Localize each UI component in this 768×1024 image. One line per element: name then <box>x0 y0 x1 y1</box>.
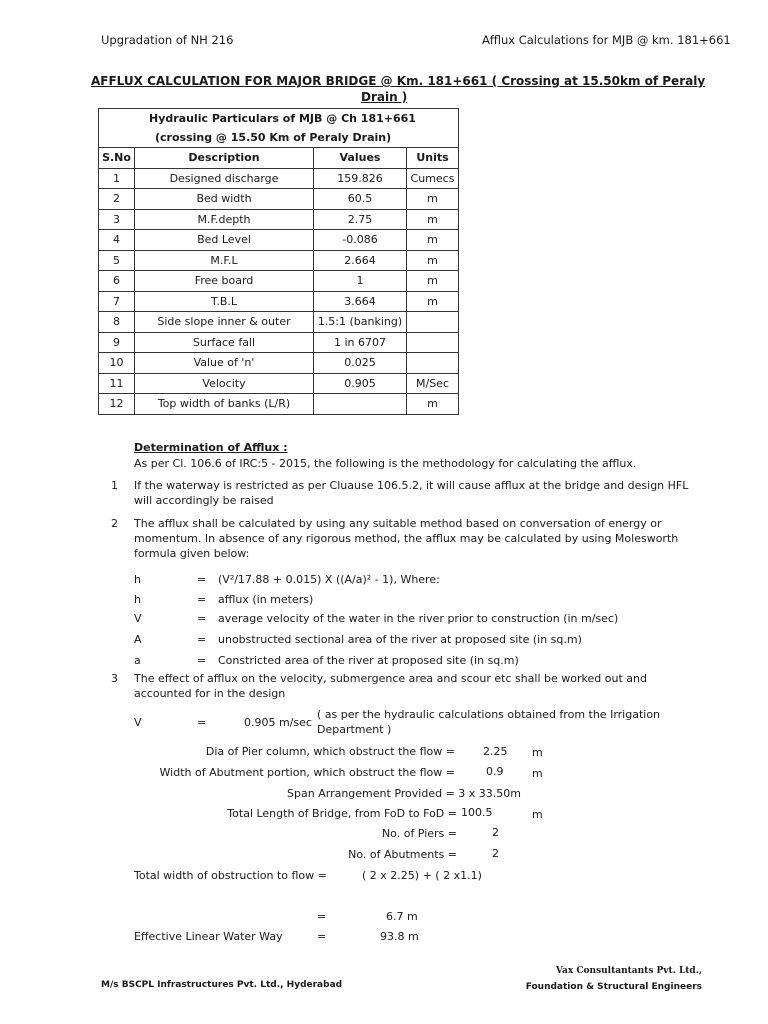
cell-description: Surface fall <box>135 332 314 353</box>
definition-equals: = <box>197 573 207 586</box>
table-row <box>99 271 459 292</box>
cell-sno: 4 <box>99 230 135 251</box>
definition-symbol: a <box>134 654 141 667</box>
pier-dia-label: Dia of Pier column, which obstruct the flow = <box>205 745 455 758</box>
definition-equals: = <box>197 593 207 606</box>
cell-value: 0.025 <box>314 353 407 374</box>
point-1-line2: will accordingly be raised <box>134 494 274 507</box>
cell-sno: 9 <box>99 332 135 353</box>
cell-unit: m <box>407 209 459 230</box>
abutment-width-label: Width of Abutment portion, which obstruct the flow = <box>159 766 455 779</box>
point-2-line1: The afflux shall be calculated by using any suitable method based on conversation of energy or <box>134 517 662 530</box>
cell-value: -0.086 <box>314 230 407 251</box>
point-2-number: 2 <box>111 517 118 530</box>
definition-symbol: h <box>134 593 141 606</box>
afflux-heading: Determination of Afflux : <box>134 441 288 454</box>
cell-value: 159.826 <box>314 168 407 189</box>
table-row <box>99 353 459 374</box>
velocity-note-line2: Department ) <box>317 723 392 736</box>
point-3-line1: The effect of afflux on the velocity, submergence area and scour etc shall be worked out and <box>134 672 647 685</box>
cell-sno: 12 <box>99 394 135 415</box>
cell-sno: 11 <box>99 373 135 394</box>
obstruction-value: 6.7 m <box>386 910 418 923</box>
bridge-length-value: 100.5 <box>461 806 493 819</box>
cell-description: Bed Level <box>135 230 314 251</box>
table-row <box>99 394 459 415</box>
bridge-length-unit: m <box>532 808 543 821</box>
cell-unit: Cumecs <box>407 168 459 189</box>
point-3-line2: accounted for in the design <box>134 687 286 700</box>
abutment-width-value: 0.9 <box>486 765 504 778</box>
footer-left: M/s BSCPL Infrastructures Pvt. Ltd., Hyderabad <box>101 980 343 990</box>
cell-unit <box>407 353 459 374</box>
table-caption <box>99 109 459 148</box>
header-sno: S.No <box>99 148 135 169</box>
pier-dia-unit: m <box>532 746 543 759</box>
piers-value: 2 <box>492 826 499 839</box>
cell-sno: 2 <box>99 189 135 210</box>
cell-value: 1.5:1 (banking) <box>314 312 407 333</box>
table-caption-line1: Hydraulic Particulars of MJB @ Ch 181+661 <box>149 112 416 125</box>
header-description: Description <box>135 148 314 169</box>
definition-symbol: h <box>134 573 141 586</box>
pier-dia-value: 2.25 <box>483 745 508 758</box>
table-row <box>99 230 459 251</box>
table-row <box>99 373 459 394</box>
span-arrangement: Span Arrangement Provided = 3 x 33.50m <box>287 787 521 800</box>
hydraulic-table <box>98 108 459 415</box>
header-right: Afflux Calculations for MJB @ km. 181+661 <box>482 33 731 47</box>
header-left: Upgradation of NH 216 <box>101 33 234 47</box>
cell-value: 60.5 <box>314 189 407 210</box>
table-header-row <box>99 148 459 169</box>
afflux-intro: As per Cl. 106.6 of IRC:5 - 2015, the following is the methodology for calculating the afflux. <box>134 457 637 470</box>
point-1-number: 1 <box>111 479 118 492</box>
footer-right-line1: Vax Consultantants Pvt. Ltd., <box>555 966 702 976</box>
cell-unit: m <box>407 271 459 292</box>
cell-value: 1 <box>314 271 407 292</box>
effective-waterway-value: 93.8 m <box>380 930 419 943</box>
cell-sno: 6 <box>99 271 135 292</box>
obstruction-label: Total width of obstruction to flow = <box>134 869 327 882</box>
cell-sno: 8 <box>99 312 135 333</box>
table-row <box>99 168 459 189</box>
bridge-length-label: Total Length of Bridge, from FoD to FoD = <box>227 807 457 820</box>
abutments-label: No. of Abutments = <box>348 848 457 861</box>
point-1-line1: If the waterway is restricted as per Cluause 106.5.2, it will cause afflux at the bridge and design HFL <box>134 479 689 492</box>
velocity-equals: = <box>197 716 207 729</box>
cell-description: Designed discharge <box>135 168 314 189</box>
definition-text: (V²/17.88 + 0.015) X ((A/a)² - 1), Where: <box>218 573 440 586</box>
definition-text: Constricted area of the river at proposed site (in sq.m) <box>218 654 519 667</box>
cell-unit: m <box>407 394 459 415</box>
header-units: Units <box>407 148 459 169</box>
obstruction-equals: = <box>317 910 327 923</box>
cell-unit: m <box>407 189 459 210</box>
definition-equals: = <box>197 654 207 667</box>
definition-equals: = <box>197 612 207 625</box>
cell-sno: 5 <box>99 250 135 271</box>
definition-equals: = <box>197 633 207 646</box>
page-title: AFFLUX CALCULATION FOR MAJOR BRIDGE @ Km. 181+661 ( Crossing at 15.50km of Peraly <box>91 74 706 88</box>
table-row <box>99 291 459 312</box>
point-2-line2: momentum. In absence of any rigorous method, the afflux may be calculated by using Molesworth <box>134 532 679 545</box>
cell-description: Value of 'n' <box>135 353 314 374</box>
cell-value <box>314 394 407 415</box>
table-row <box>99 209 459 230</box>
abutment-width-unit: m <box>532 767 543 780</box>
cell-unit <box>407 332 459 353</box>
cell-description: Bed width <box>135 189 314 210</box>
effective-waterway-equals: = <box>317 930 327 943</box>
table-row <box>99 312 459 333</box>
velocity-symbol: V <box>134 716 142 729</box>
cell-unit: m <box>407 291 459 312</box>
cell-sno: 10 <box>99 353 135 374</box>
cell-value: 2.75 <box>314 209 407 230</box>
cell-sno: 7 <box>99 291 135 312</box>
abutments-value: 2 <box>492 847 499 860</box>
table-caption-line2: (crossing @ 15.50 Km of Peraly Drain) <box>155 131 392 144</box>
cell-description: T.B.L <box>135 291 314 312</box>
cell-value: 3.664 <box>314 291 407 312</box>
cell-unit: M/Sec <box>407 373 459 394</box>
definition-text: average velocity of the water in the river prior to construction (in m/sec) <box>218 612 619 625</box>
cell-value: 1 in 6707 <box>314 332 407 353</box>
table-row <box>99 332 459 353</box>
header-values: Values <box>314 148 407 169</box>
cell-value: 0.905 <box>314 373 407 394</box>
cell-description: M.F.depth <box>135 209 314 230</box>
cell-sno: 1 <box>99 168 135 189</box>
piers-label: No. of Piers = <box>381 827 457 840</box>
velocity-value: 0.905 m/sec <box>244 716 312 729</box>
cell-description: Top width of banks (L/R) <box>135 394 314 415</box>
definition-text: unobstructed sectional area of the river at proposed site (in sq.m) <box>218 633 582 646</box>
cell-description: Velocity <box>135 373 314 394</box>
effective-waterway-label: Effective Linear Water Way <box>134 930 283 943</box>
footer-right-line2: Foundation & Structural Engineers <box>525 982 702 992</box>
page-title-cont: Drain ) <box>361 90 408 104</box>
cell-unit <box>407 312 459 333</box>
cell-description: Side slope inner & outer <box>135 312 314 333</box>
table-row <box>99 250 459 271</box>
velocity-note-line1: ( as per the hydraulic calculations obtained from the Irrigation <box>317 708 661 721</box>
definition-text: afflux (in meters) <box>218 593 314 606</box>
cell-description: M.F.L <box>135 250 314 271</box>
cell-unit: m <box>407 250 459 271</box>
cell-unit: m <box>407 230 459 251</box>
definition-symbol: V <box>134 612 142 625</box>
point-2-line3: formula given below: <box>134 547 250 560</box>
cell-sno: 3 <box>99 209 135 230</box>
cell-description: Free board <box>135 271 314 292</box>
obstruction-expression: ( 2 x 2.25) + ( 2 x1.1) <box>362 869 482 882</box>
table-row <box>99 189 459 210</box>
cell-value: 2.664 <box>314 250 407 271</box>
definition-symbol: A <box>134 633 142 646</box>
point-3-number: 3 <box>111 672 118 685</box>
